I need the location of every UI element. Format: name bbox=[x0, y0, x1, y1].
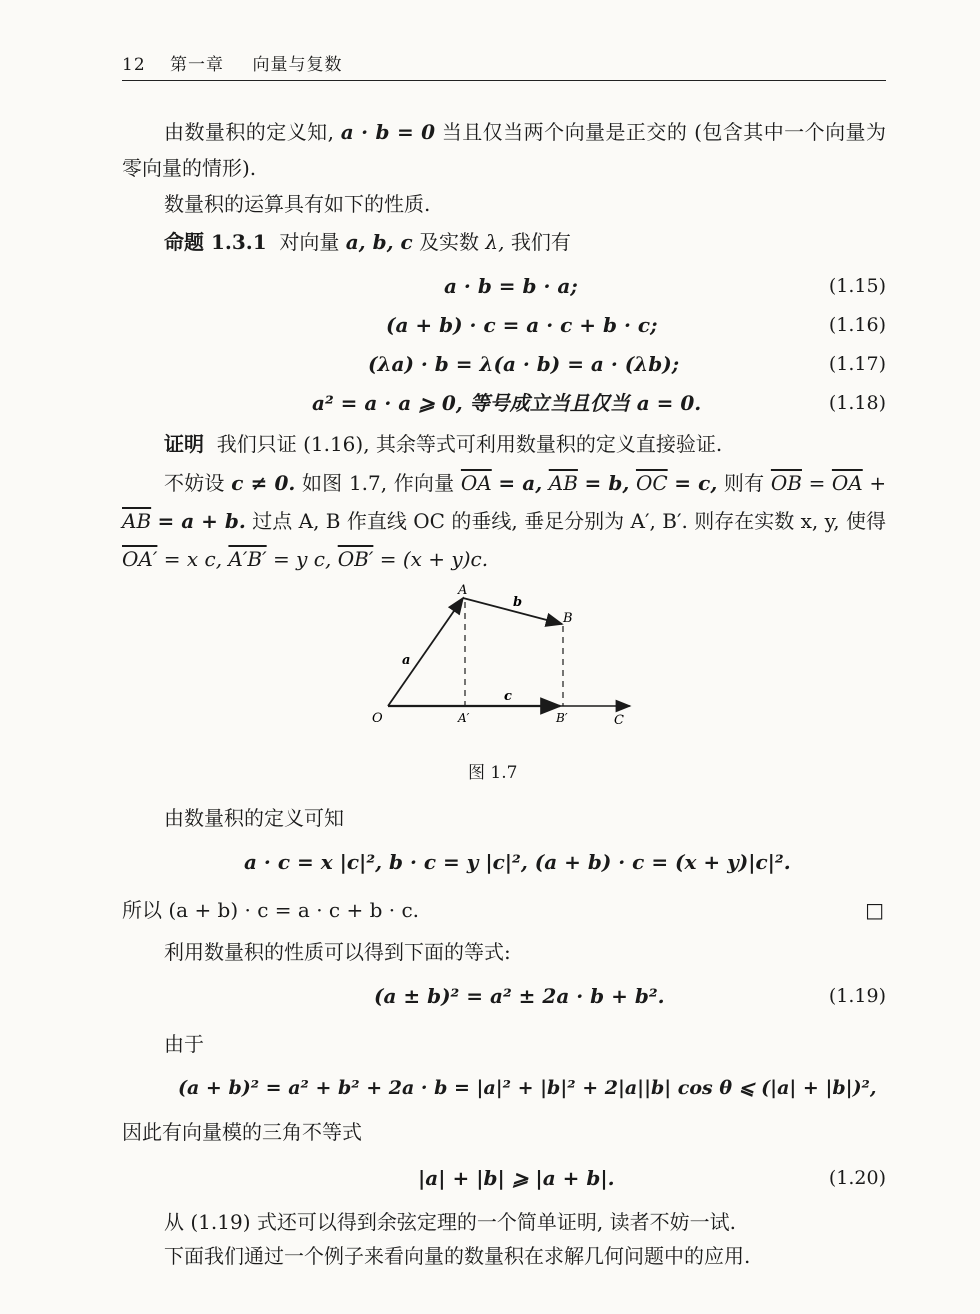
label-b: B bbox=[563, 611, 573, 626]
equation-1-18 bbox=[122, 387, 886, 419]
p3-expr: = a, bbox=[498, 471, 543, 495]
paragraph-conclusion: 所以 (a + b) · c = a · c + b · c. bbox=[122, 898, 420, 922]
label-b-prime: B′ bbox=[556, 711, 568, 725]
label-vector-a: a bbox=[402, 653, 411, 668]
paragraph-application: 下面我们通过一个例子来看向量的数量积在求解几何问题中的应用. bbox=[164, 1244, 751, 1268]
arrow-a bbox=[388, 598, 463, 706]
label-o: O bbox=[372, 711, 383, 726]
vector-ab: $\overline{AB}$ bbox=[548, 471, 578, 495]
vector-oa-prime: OA′ bbox=[122, 547, 158, 571]
equation-number: (1.20) bbox=[828, 1167, 886, 1189]
vector-ob: $\overline{OB}$ bbox=[770, 471, 802, 495]
label-c-point: C bbox=[614, 713, 624, 728]
prop-lambda: λ, bbox=[485, 230, 505, 254]
proof-label: 证明 bbox=[164, 432, 204, 456]
p3-text: 过点 A, B 作直线 OC 的垂线, 垂足分别为 A′, B′. 则存在实数 x, y, 使得 bbox=[252, 509, 887, 533]
equation-expr: a · c = x |c|², b · c = y |c|², (a + b) · c = (x + y)|c|². bbox=[244, 850, 791, 874]
vector-ab: $\overline{AB}$ bbox=[122, 509, 152, 533]
label-a: A bbox=[458, 583, 468, 598]
p3-text: 不妨设 bbox=[164, 471, 225, 495]
proof-text: 我们只证 (1.16), 其余等式可利用数量积的定义直接验证. bbox=[216, 432, 723, 456]
paragraph-construction bbox=[122, 464, 886, 578]
equation-expansion bbox=[122, 1072, 886, 1104]
p3-expr: + bbox=[869, 471, 887, 495]
equation-number: (1.18) bbox=[828, 392, 886, 414]
paragraph-orthogonal bbox=[122, 114, 886, 186]
equation-1-19 bbox=[122, 980, 886, 1012]
vector-ob-prime: OB′ bbox=[337, 547, 374, 571]
prop-vectors: a, b, c bbox=[345, 230, 413, 254]
page-number: 12 bbox=[122, 55, 146, 75]
proposition-label: 命题 1.3.1 bbox=[164, 230, 267, 254]
prop-text-a: 对向量 bbox=[279, 230, 340, 254]
p1-text-a: 由数量积的定义知, bbox=[164, 120, 334, 144]
header-rule bbox=[122, 80, 886, 81]
paragraph-since: 由于 bbox=[164, 1032, 204, 1056]
p3-expr: = (x + y)c. bbox=[379, 547, 489, 571]
paragraph-identity: 利用数量积的性质可以得到下面的等式: bbox=[164, 940, 511, 964]
vector-oa: $\overline{OA}$ bbox=[831, 471, 863, 495]
chapter-label: 第一章 bbox=[170, 55, 225, 75]
label-vector-c: c bbox=[504, 689, 512, 704]
equation-number: (1.15) bbox=[828, 275, 886, 297]
equation-1-17 bbox=[122, 348, 886, 380]
equation-1-16 bbox=[122, 309, 886, 341]
equation-number: (1.16) bbox=[828, 314, 886, 336]
equation-expr: (a + b)² = a² + b² + 2a · b = |a|² + |b|² + 2|a||b| cos θ ⩽ (|a| + |b|)², bbox=[178, 1077, 877, 1099]
equation-expr: a · b = b · a; bbox=[444, 274, 578, 298]
paragraph-definition: 由数量积的定义可知 bbox=[164, 806, 344, 830]
proof bbox=[122, 426, 886, 462]
p3-text: 则有 bbox=[723, 471, 765, 495]
p3-expr: = b, bbox=[584, 471, 630, 495]
equation-1-15 bbox=[122, 270, 886, 302]
chapter-title: 向量与复数 bbox=[252, 55, 343, 75]
p3-text: 如图 1.7, 作向量 bbox=[301, 471, 455, 495]
prop-text-b: 及实数 bbox=[419, 230, 480, 254]
p1-expr: a · b = 0 bbox=[340, 120, 436, 144]
running-header bbox=[122, 50, 886, 75]
label-vector-b: b bbox=[513, 595, 523, 610]
p1-text-b: 当且仅当两个向量是正交的 (包含其中一个向量为零向量的情形). bbox=[122, 120, 886, 180]
equation-expr: (λa) · b = λ(a · b) = a · (λb); bbox=[368, 352, 680, 376]
equation-expr: (a ± b)² = a² ± 2a · b + b². bbox=[374, 984, 665, 1008]
p3-expr: = y c, bbox=[273, 547, 332, 571]
qed-symbol: □ bbox=[865, 898, 884, 922]
p3-expr: c ≠ 0. bbox=[231, 471, 296, 495]
equation-1-20 bbox=[122, 1162, 886, 1194]
paragraph-triangle-inequality: 因此有向量模的三角不等式 bbox=[122, 1120, 362, 1144]
vector-ap-bp: A′B′ bbox=[228, 547, 267, 571]
paragraph-cosine-law: 从 (1.19) 式还可以得到余弦定理的一个简单证明, 读者不妨一试. bbox=[164, 1210, 736, 1234]
prop-text-c: 我们有 bbox=[510, 230, 571, 254]
vector-oa: $\overline{OA}$ bbox=[460, 471, 492, 495]
equation-expr: a² = a · a ⩾ 0, 等号成立当且仅当 a = 0. bbox=[312, 391, 702, 415]
paragraph-properties: 数量积的运算具有如下的性质. bbox=[164, 192, 431, 216]
p3-expr: = x c, bbox=[163, 547, 223, 571]
equation-expr: |a| + |b| ⩾ |a + b|. bbox=[418, 1166, 615, 1190]
p3-expr: = bbox=[808, 471, 826, 495]
figure-1-7-diagram bbox=[360, 578, 640, 738]
vector-oc: $\overline{OC}$ bbox=[635, 471, 668, 495]
label-a-prime: A′ bbox=[458, 711, 470, 725]
equation-number: (1.17) bbox=[828, 353, 886, 375]
equation-expr: (a + b) · c = a · c + b · c; bbox=[386, 313, 658, 337]
p3-expr: = c, bbox=[674, 471, 718, 495]
equation-number: (1.19) bbox=[828, 985, 886, 1007]
equation-dot-products bbox=[122, 846, 886, 878]
p3-expr: = a + b. bbox=[157, 509, 246, 533]
figure-caption: 图 1.7 bbox=[468, 763, 518, 783]
proposition bbox=[122, 224, 886, 260]
